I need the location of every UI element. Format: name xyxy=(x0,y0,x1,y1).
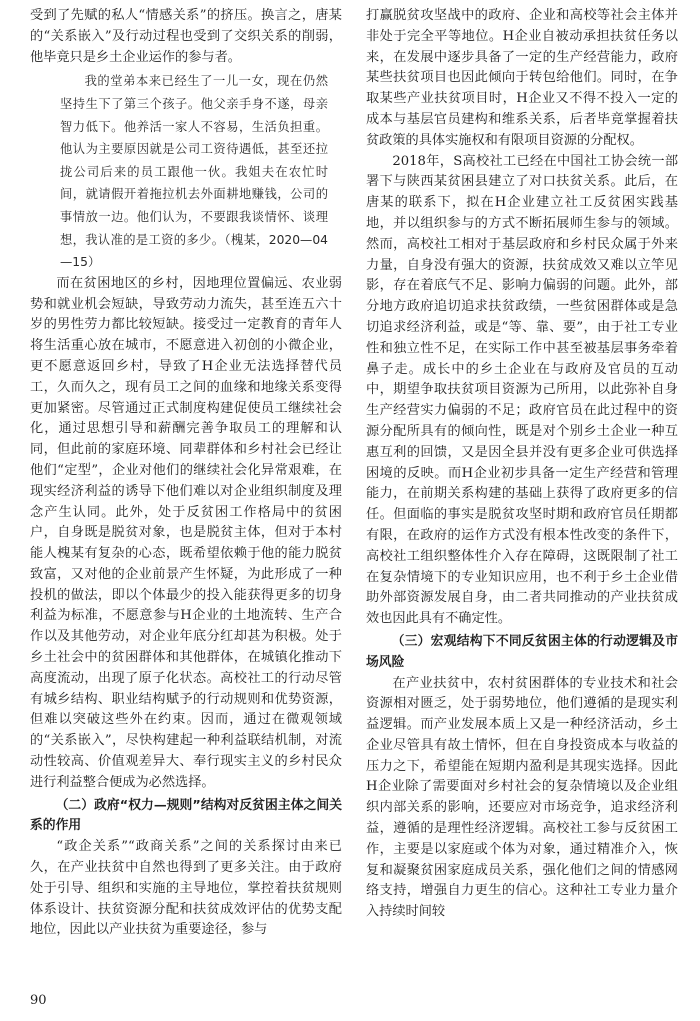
paragraph-continuation-right: 打赢脱贫攻坚战中的政府、企业和高校等社会主体并非处于完全平等地位。H企业自被动承担扶贫任务以来，在发展中逐步具备了一定的生产经营能力，政府某些扶贫项目也因此倾向于转包给他们。同时，在争取某些产业扶贫项目时，H企业又不得不投入一定的成本与基层官员建构和维系关系，后者毕竟掌握着扶贫政策的具体实施权和有限项目资源的分配权。 xyxy=(366,8,678,148)
left-column xyxy=(30,6,342,941)
paragraph-continuation: 受到了先赋的私人“情感关系”的挤压。换言之，唐某的“关系嵌入”及行动过程也受到了交织关系的削弱，他毕竟只是乡土企业运作的参与者。 xyxy=(30,8,342,65)
quote-text: 我的堂弟本来已经生了一儿一女，现在仍然坚持生下了第三个孩子。他父亲手身不遂，母亲智力低下。他养活一家人不容易，生活负担重。他认为主要原因就是公司工资待遇低，甚至还拉拢公司后来的员工跟他一伙。我姐夫在农忙时间，就请假开着拖拉机去外面耕地赚钱，公司的事情放一边。他们认为，不要跟我谈情怀、谈理想，我认准的是工资的多少。 xyxy=(60,74,328,247)
right-column xyxy=(366,6,678,923)
section-heading-2: （二）政府“权力—规则”结构对反贫困主体之间关系的作用 xyxy=(30,797,342,834)
section-heading-3: （三）宏观结构下不同反贫困主体的行动逻辑及市场风险 xyxy=(366,633,678,670)
paragraph-rural-labor: 而在贫困地区的乡村，因地理位置偏远、农业弱势和就业机会短缺，导致劳动力流失，甚至连五六十岁的男性劳力都比较短缺。接受过一定教育的青年人将生活重心放在城市，不愿意进入初创的小微企业，更不愿意返回乡村，导致了H企业无法选择替代员工，久而久之，现有员工之间的血缘和地缘关系变得更加紧密。尽管通过正式制度构建促使员工继续社会化，通过思想引导和薪酬完善争取员工的理解和认同，但此前的家庭环境、同辈群体和乡村社会已经让他们“定型”，企业对他们的继续社会化异常艰难，在现实经济利益的诱导下他们难以对企业组织制度及理念产生认同。此外，处于反贫困工作格局中的贫困户，自身既是脱贫对象，也是脱贫主体，但对于本村能人槐某有复杂的心态，既希望依赖于他的能力脱贫致富，又对他的企业前景产生怀疑，为此形成了一种投机的做法，即以个体最少的投入能获得更多的切身利益为标准，不愿意参与H企业的土地流转、生产合作以及其他劳动，对企业年底分红却甚为积极。处于乡土社会中的贫困群体和其他群体，在城镇化推动下高度流动，出现了原子化状态。高校社工的行动尽管有城乡结构、职业结构赋予的行动规则和优势资源，但难以突破这些外在约束。因而，通过在微观领域的“关系嵌入”，尽快构建起一种利益联结机制，对流动性较高、价值观差异大、奉行现实主义的乡村民众进行利益整合便成为必然选择。 xyxy=(30,275,342,790)
interview-quote xyxy=(30,70,342,273)
paragraph-social-work-2018: 2018年，S高校社工已经在中国社工协会统一部署下与陕西某贫困县建立了对口扶贫关系。此后，在唐某的联系下，拟在H企业建立社工反贫困实践基地，并以组织参与的方式不断拓展师生参与的领域。然而，高校社工相对于基层政府和乡村民众属于外来力量，自身没有强大的资源，扶贫成效又难以立竿见影，存在着底气不足、影响力偏弱的问题。此外，部分地方政府追切追求扶贫政绩，一些贫困群体或是急切追求经济利益，或是“等、靠、要”，由于社工专业性和独立性不足，在实际工作中甚至被基层事务牵着鼻子走。成长中的乡土企业在与政府及官员的互动中，期望争取扶贫项目资源为己所用，以此弥补自身生产经营实力偏弱的不足；政府官员在此过程中的资源分配所具有的倾向性，既是对个别乡土企业一种互惠互利的回馈，又是因全县并没有更多企业可供选择困境的反映。而H企业初步具备一定生产经营和管理能力，在前期关系构建的基础上获得了政府更多的信任。但面临的事实是脱贫攻坚时期和政府官员任期都有限，在政府的运作方式没有根本性改变的条件下，高校社工组织整体性介入存在障碍，这既限制了社工在复杂情境下的专业知识应用，也不利于乡土企业借助外部资源发展自身，由二者共同推动的产业扶贫成效也因此具有不确定性。 xyxy=(366,153,678,627)
paragraph-action-logic: 在产业扶贫中，农村贫困群体的专业技术和社会资源相对匮乏，处于弱势地位，他们遵循的是现实利益逻辑。而产业发展本质上又是一种经济活动，乡土企业尽管具有故土情怀，但在自身投资成本与收益的压力之下，希望能在短期内盈利是其现实选择。因此H企业除了需要面对乡村社会的复杂情境以及企业组织内部关系的影响，还要应对市场竞争，追求经济利益，遵循的是理性经济逻辑。高校社工参与反贫困工作，主要是以家庭或个体为对象，通过精准介入，恢复和凝聚贫困家庭成员关系，强化他们之间的情感网络支持，增强自力更生的信心。这种社工专业力量介入持续时间较 xyxy=(366,675,678,920)
page-number: 90 xyxy=(30,993,47,1008)
paragraph-government-relations: “政企关系”“政商关系”之间的关系探讨由来已久，在产业扶贫中自然也得到了更多关注。由于政府处于引导、组织和实施的主导地位，掌控着扶贫规则体系设计、扶贫资源分配和扶贫成效评估的优势支配地位，因此以产业扶贫为重要途径，参与 xyxy=(30,839,342,938)
quote-source: （槐某，2020—04—15） xyxy=(60,232,328,270)
